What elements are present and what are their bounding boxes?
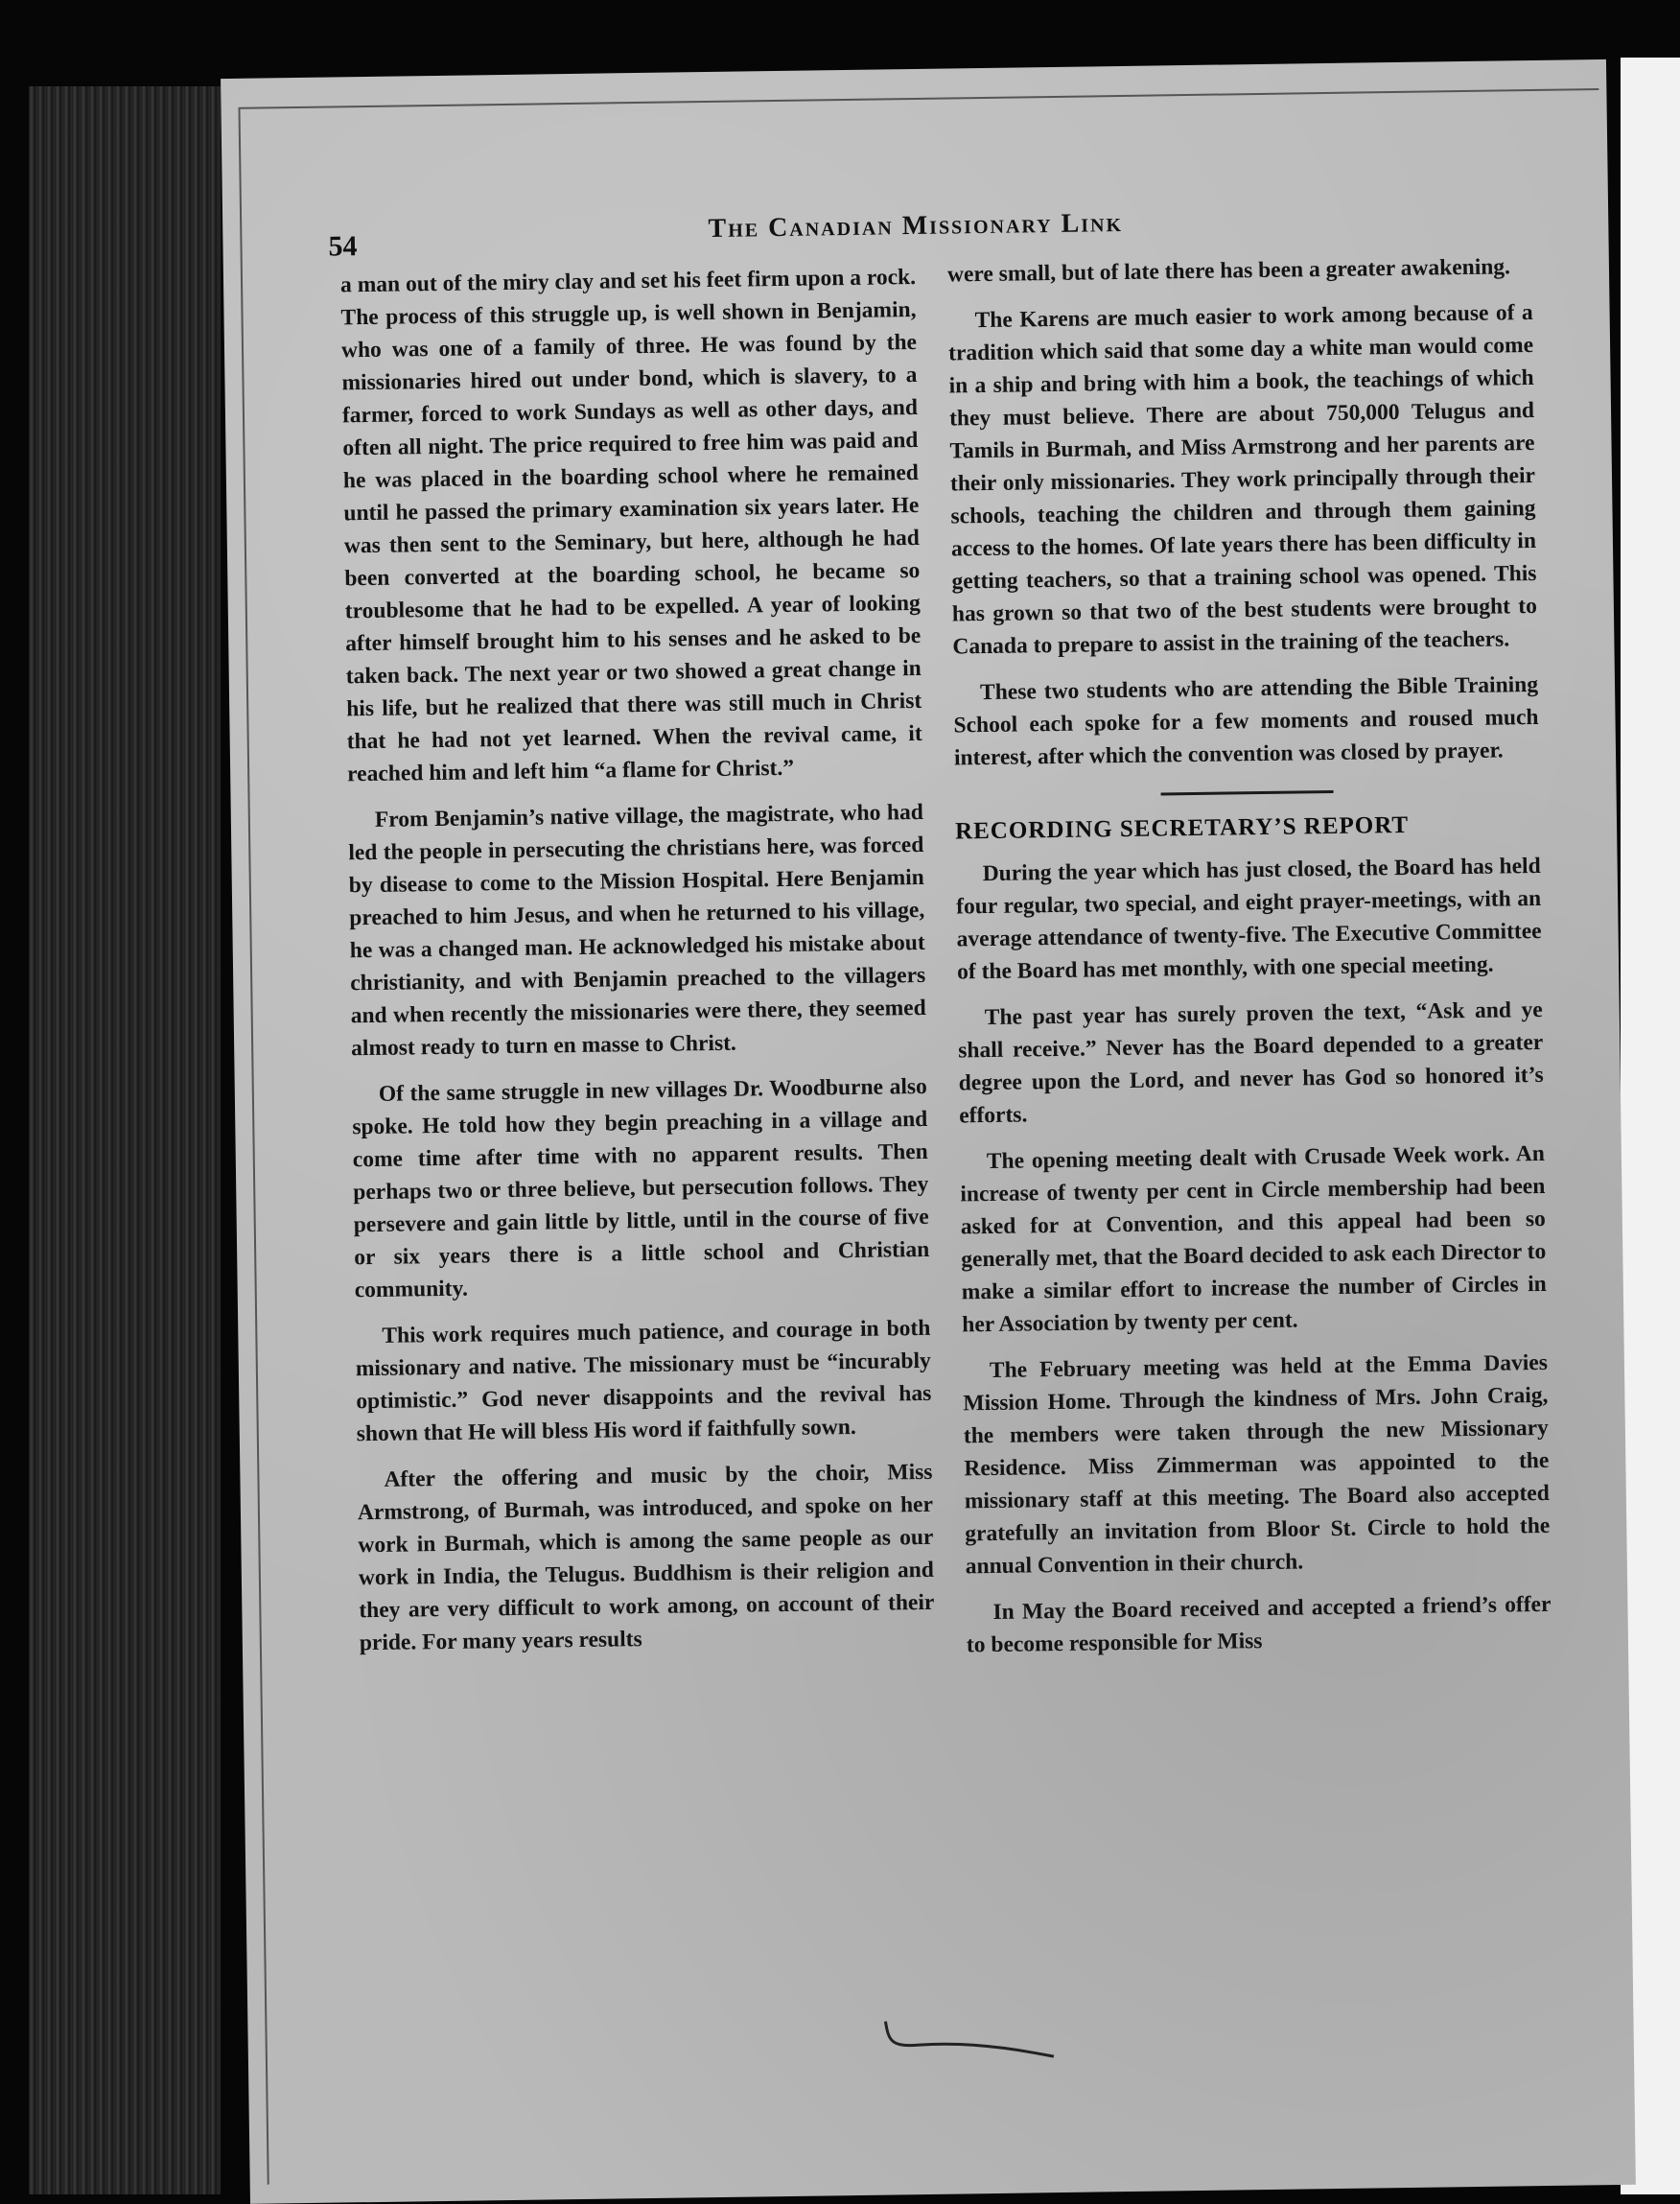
- top-border-rule: [240, 88, 1598, 109]
- paragraph: These two students who are attending the Bible Training School each spoke for a few moments and roused much interest, after which the convention was closed by prayer.: [953, 671, 1539, 771]
- paragraph: The February meeting was held at the Emma Davies Mission Home. Through the kindness of Mrs. John Craig, the members were taken through the new Missionary Residence. Miss Zimmerman was appointed to the missionary staff at this meeting. The Board also accepted gratefully an invitation from Bloor St. Circle to hold the annual Convention in their church.: [963, 1349, 1551, 1580]
- document-page: [221, 59, 1636, 2204]
- paragraph: This work requires much patience, and courage in both missionary and native. The missionary must be “incurably optimistic.” God never disappoints and the revival has shown that He will bless His word if faithfully sown.: [355, 1315, 932, 1447]
- book-page-edges: [29, 86, 221, 2194]
- section-heading: RECORDING SECRETARY’S REPORT: [954, 811, 1410, 845]
- paragraph: After the offering and music by the choir, Miss Armstrong, of Burmah, was introduced, and spoke on her work in Burmah, which is among the same people as our work in India, the Telugus. Buddhism is their religion and they are very difficult to work among, on account of their pride. For many years results: [357, 1459, 935, 1656]
- paragraph: The past year has surely proven the text, “Ask and ye shall receive.” Never has the Board depended to a greater degree upon the Lord, and never has God so honored it’s efforts.: [958, 996, 1544, 1129]
- paragraph: From Benjamin’s native village, the magistrate, who had led the people in persecuting the christians here, was forced by disease to come to the Mission Hospital. Here Benjamin preached to him Jesus, and when he returned to his village, he was a changed man. He acknowledged his mistake about christianity, and with Benjamin preached to the villagers and when recently the missionaries were there, they seemed almost ready to turn en masse to Christ.: [348, 799, 926, 1062]
- page-number: 54: [328, 230, 358, 263]
- pen-mark: [880, 2014, 1073, 2065]
- left-border-rule: [238, 107, 268, 2185]
- paragraph: were small, but of late there has been a greater awakening.: [946, 254, 1511, 288]
- paragraph: a man out of the miry clay and set his feet firm upon a rock. The process of this struggle up, is well shown in Benjamin, who was one of a family of three. He was found by the missionaries hired out under bond, which is slavery, to a farmer, forced to work Sundays as well as other days, and often all night. The price required to free him was paid and he was placed in the boarding school where he remained until he passed the primary examination six years later. He was then sent to the Seminary, but here, although he had been converted at the boarding school, he became so troublesome that he had to be expelled. A year of looking after himself brought him to his senses and he asked to be taken back. The next year or two showed a great change in his life, but he realized that there was still much in Christ that he had not yet learned. When the revival came, it reached him and left him “a flame for Christ.”: [339, 264, 922, 787]
- right-column: [947, 250, 1552, 1675]
- paragraph: Of the same struggle in new villages Dr. Woodburne also spoke. He told how they begin preaching in a village and come time after time with no apparent results. Then perhaps two or three believe, but persecution follows. They persevere and gain little by little, until in the course of five or six years there is a little school and Christian community.: [352, 1073, 930, 1303]
- paragraph: In May the Board received and accepted a friend’s offer to become responsible for Miss: [966, 1591, 1552, 1658]
- paragraph: The Karens are much easier to work among because of a tradition which said that some day a white man would come in a ship and bring with him a book, the teachings of which they must believe. There are about 750,000 Telugus and Tamils in Burmah, and Miss Armstrong and her parents are their only missionaries. They work principally through their schools, teaching the children and through them gaining access to the homes. Of late years there has been difficulty in getting teachers, so that a training school was opened. This has grown so that two of the best students were brought to Canada to prepare to assist in the training of the teachers.: [947, 300, 1538, 660]
- left-column: [340, 261, 935, 1673]
- section-divider: [1161, 790, 1334, 796]
- paragraph: The opening meeting dealt with Crusade Week work. An increase of twenty per cent in Circle membership had been asked for at Convention, and this appeal had been so generally met, that the Board decided to ask each Director to make a similar effort to increase the number of Circles in her Association by twenty per cent.: [960, 1140, 1547, 1338]
- running-title: The Canadian Missionary Link: [708, 207, 1124, 245]
- paragraph: During the year which has just closed, the Board has held four regular, two special, and eight prayer-meetings, with an average attendance of twenty-five. The Executive Committee of the Board has met monthly, with one special meeting.: [956, 853, 1542, 985]
